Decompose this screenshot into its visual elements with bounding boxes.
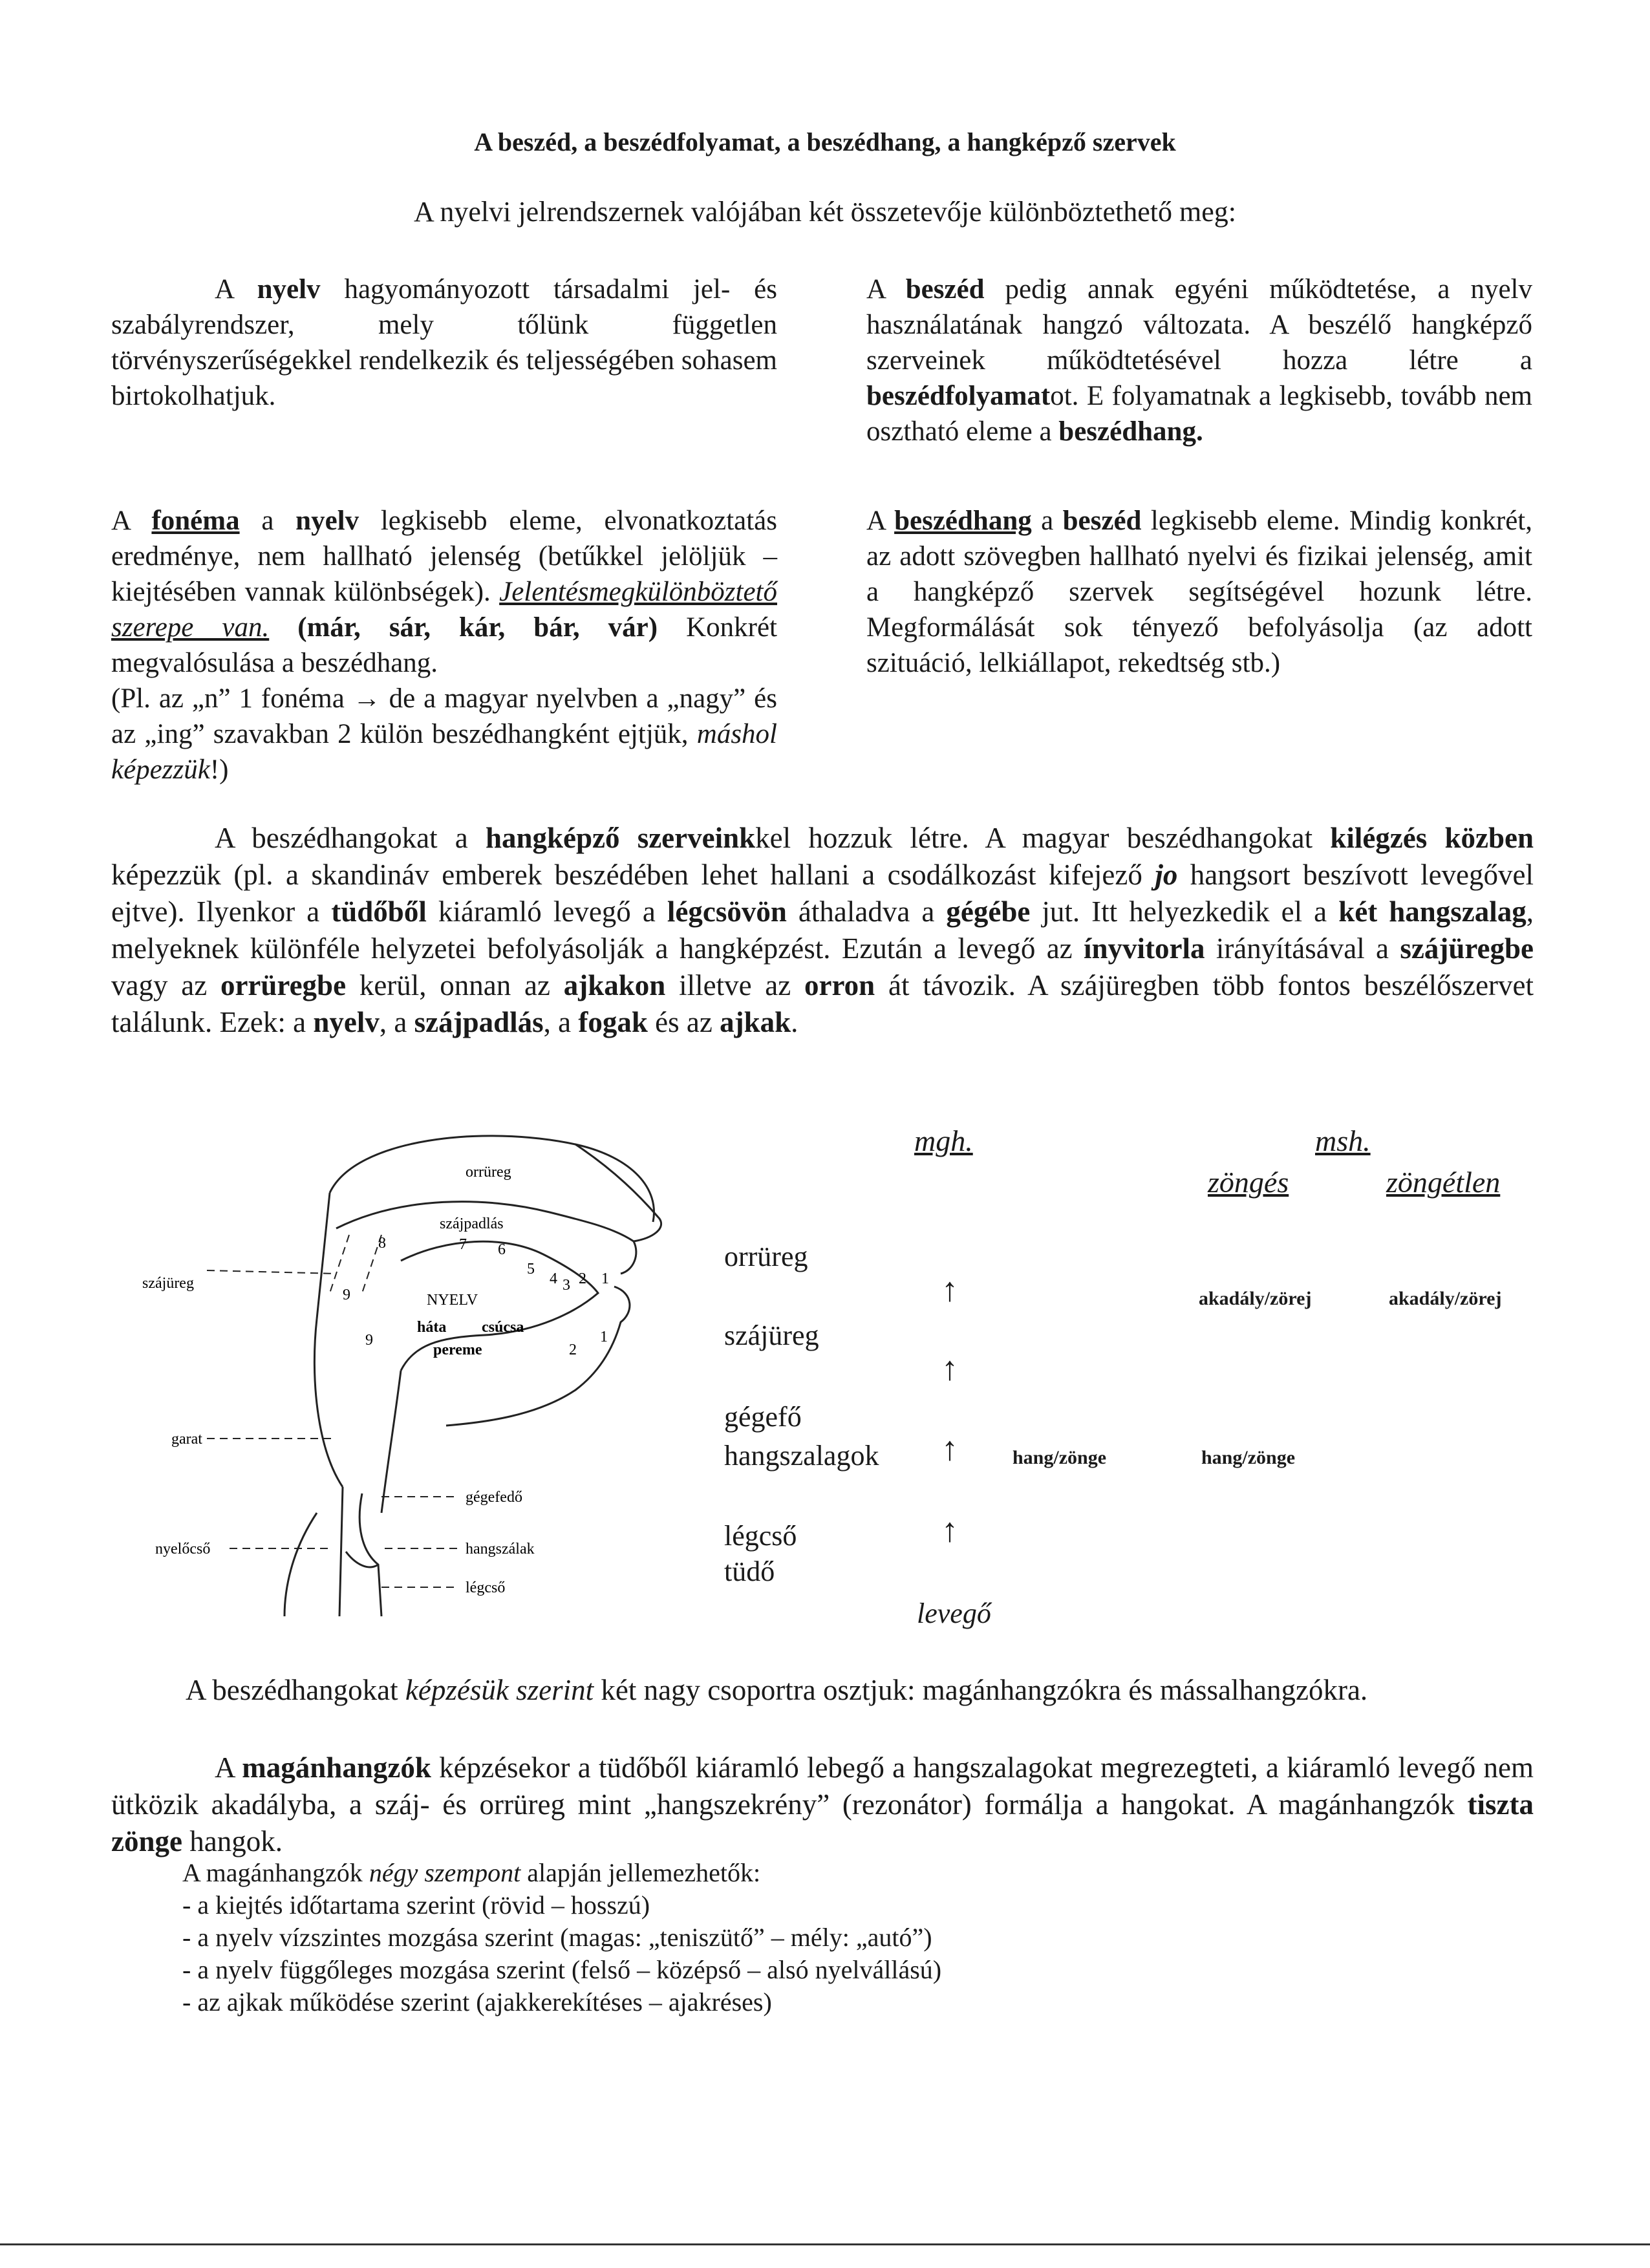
text: legkisebb eleme, elvonatkoztatás eredménye, nem hallható jelenség (betűkkel jelöljük – kiejtésében vannak különbségek). xyxy=(111,506,777,607)
text: Konkrét megvalósulása a beszédhang. xyxy=(111,612,777,678)
text: , a xyxy=(379,1006,414,1038)
text: hangok. xyxy=(182,1825,283,1857)
num-label: 7 xyxy=(459,1236,467,1253)
fonema-example xyxy=(111,681,777,787)
bold-term: légcsövön xyxy=(667,895,787,928)
cell-hang-mgh: hang/zönge xyxy=(1012,1447,1107,1468)
cell-hang-zonges: hang/zönge xyxy=(1201,1447,1296,1468)
beszedhang-definition xyxy=(866,503,1532,681)
term-beszed: beszéd xyxy=(905,274,985,305)
bold-term: gégébe xyxy=(946,895,1031,928)
label-nyelv: NYELV xyxy=(427,1292,478,1309)
up-arrow-icon: ↑ xyxy=(941,1272,958,1309)
label-levego: levegő xyxy=(917,1598,991,1629)
bold-term: ajkakon xyxy=(563,969,666,1001)
text: vagy az xyxy=(111,969,220,1001)
label-garat: garat xyxy=(171,1431,202,1448)
list-item: - a nyelv vízszintes mozgása szerint (magas: „teniszütő” – mély: „autó”) xyxy=(182,1923,932,1952)
bold-term: orrüregbe xyxy=(220,969,347,1001)
list-item: - a nyelv függőleges mozgása szerint (felső – középső – alsó nyelvállású) xyxy=(182,1955,942,1984)
italic-note: máshol képezzük xyxy=(111,719,777,785)
text: és az xyxy=(647,1006,720,1038)
text: A xyxy=(215,274,257,305)
text: képzésekor a tüdőből kiáramló lebegő a hangszalagokat megrezegteti, a kiáramló levegő nem ütközik akadályba, a száj- és orrüreg mint „hangszekrény” (rezonátor) formálja a hangokat. A magánhangzók xyxy=(111,1751,1534,1821)
text: A xyxy=(866,506,895,536)
bold-term: két hangszalag xyxy=(1338,895,1527,928)
term-nyelv: nyelv xyxy=(295,506,359,536)
bold-term: ajkak xyxy=(720,1006,791,1038)
hangkepzes-paragraph xyxy=(111,820,1534,1041)
fonema-definition xyxy=(111,503,777,681)
cell-akadaly-zonges: akadály/zörej xyxy=(1199,1288,1312,1309)
text: A xyxy=(866,274,906,305)
header-zonges: zöngés xyxy=(1208,1166,1289,1199)
bold-term: magánhangzók xyxy=(242,1751,431,1784)
text: . xyxy=(791,1006,798,1038)
list-item: - az ajkak működése szerint (ajakkerekítéses – ajakréses) xyxy=(182,1987,772,2017)
paragraph-text xyxy=(111,1672,1534,1709)
nyelv-definition xyxy=(111,272,777,414)
csoportok-paragraph xyxy=(111,1672,1534,1709)
right-column xyxy=(866,272,1532,449)
text: hagyományozott társadalmi jel- és szabályrendszer, mely tőlünk független törvényszerűségekkel rendelkezik és teljességében sohasem birtokolhatjuk. xyxy=(111,274,777,411)
term-nyelv: nyelv xyxy=(257,274,321,305)
bold-term: hangképző szerveink xyxy=(485,822,756,854)
list-intro xyxy=(182,1857,1475,1889)
label-orrureg: orrüreg xyxy=(466,1164,511,1181)
up-arrow-icon: ↑ xyxy=(941,1351,958,1387)
page-title: A beszéd, a beszédfolyamat, a beszédhang, a hangképző szervek xyxy=(474,127,1176,156)
text: két nagy csoportra osztjuk: magánhangzókra és mássalhangzókra. xyxy=(594,1674,1368,1706)
text: irányításával a xyxy=(1205,932,1400,965)
text: hangsort beszívott levegővel ejtve). Ilyenkor a xyxy=(111,859,1534,928)
up-arrow-icon: ↑ xyxy=(941,1431,958,1468)
text: jut. Itt helyezkedik el a xyxy=(1030,895,1339,928)
term-beszedfolyamat: beszédfolyamat xyxy=(866,381,1051,411)
text: !) xyxy=(209,754,229,785)
szempontok-list xyxy=(182,1857,1475,2018)
num-label: 3 xyxy=(562,1277,570,1294)
text: kiáramló levegő a xyxy=(426,895,667,928)
italic-note: négy szempont xyxy=(369,1858,521,1887)
label-szajpadlas: szájpadlás xyxy=(440,1215,504,1232)
text: , melyeknek különféle helyzetei befolyásolják a hangképzést. Ezután a levegő az xyxy=(111,895,1534,965)
term-beszedhang: beszédhang xyxy=(894,506,1032,536)
term-beszedhang: beszédhang. xyxy=(1058,416,1203,447)
label-hata: háta xyxy=(417,1319,447,1336)
text: a xyxy=(239,506,296,536)
italic-note: képzésük szerint xyxy=(405,1674,594,1706)
text: A beszédhangokat a xyxy=(215,822,486,854)
leader-lines xyxy=(207,1235,459,1587)
row-legcso: légcső xyxy=(724,1520,797,1552)
label-gegefedo: gégefedő xyxy=(466,1489,522,1506)
text: kerül, onnan az xyxy=(346,969,564,1001)
intro-line: A nyelvi jelrendszernek valójában két összetevője különböztethető meg: xyxy=(414,196,1236,228)
text: (Pl. az „n” 1 fonéma → de a magyar nyelvben a „nagy” és az „ing” szavakban 2 külön beszédhangként ejtjük, xyxy=(111,683,777,749)
bold-term: ínyvitorla xyxy=(1083,932,1205,965)
beszedhang-block xyxy=(866,503,1532,681)
label-szajureg: szájüreg xyxy=(142,1275,194,1292)
header-msh: msh. xyxy=(1315,1124,1371,1157)
term-beszed: beszéd xyxy=(1062,506,1142,536)
beszed-definition xyxy=(866,272,1532,449)
header-zongetlen: zöngétlen xyxy=(1386,1166,1501,1199)
text: A beszédhangokat xyxy=(186,1674,405,1706)
left-column xyxy=(111,272,777,414)
italic-note: Jelentésmegkülönböztető szerepe van. xyxy=(111,577,777,643)
text: A xyxy=(111,506,152,536)
num-label: 8 xyxy=(378,1235,386,1252)
text: képezzük (pl. a skandináv emberek beszédében lehet hallani a csodálkozást kifejező xyxy=(111,859,1155,891)
num-label: 1 xyxy=(600,1329,608,1345)
row-szajureg: szájüreg xyxy=(724,1320,819,1351)
text: át távozik. A szájüregben több fontos beszélőszervet találunk. Ezek: a xyxy=(111,969,1534,1038)
label-nyelocso: nyelőcső xyxy=(155,1541,211,1557)
bold-term: szájpadlás xyxy=(414,1006,544,1038)
label-pereme: pereme xyxy=(433,1342,482,1358)
label-csucsa: csúcsa xyxy=(482,1319,524,1336)
bold-term: szájüregbe xyxy=(1400,932,1534,965)
bold-term: tüdőből xyxy=(331,895,427,928)
num-label: 4 xyxy=(550,1270,557,1287)
bold-term: orron xyxy=(804,969,875,1001)
paragraph-text xyxy=(111,1749,1534,1860)
label-legcso: légcső xyxy=(466,1579,506,1596)
fonema-block xyxy=(111,503,777,787)
text: legkisebb eleme. Mindig konkrét, az adott szövegben hallható nyelvi és fizikai jelenség, amit a hangképző szervek segítségével hozunk létre. Megformálását sok tényező befolyásolja (az adott szituáció, lelkiállapot, rekedtség stb.) xyxy=(866,506,1532,678)
text: ot. E folyamatnak a legkisebb, tovább nem osztható eleme a xyxy=(866,381,1532,447)
num-label: 9 xyxy=(365,1332,373,1349)
text: A magánhangzók xyxy=(182,1858,369,1887)
bold-term: kilégzés közben xyxy=(1330,822,1534,854)
text: , a xyxy=(543,1006,579,1038)
cell-akadaly-zongetlen: akadály/zörej xyxy=(1389,1288,1502,1309)
bottom-rule xyxy=(0,2243,1650,2245)
bold-term: jo xyxy=(1155,859,1178,891)
num-label: 6 xyxy=(498,1241,506,1258)
example-words: (már, sár, kár, bár, vár) xyxy=(269,612,658,643)
bold-term: fogak xyxy=(578,1006,648,1038)
list-item: - a kiejtés időtartama szerint (rövid – hosszú) xyxy=(182,1890,650,1920)
vocal-organs-diagram xyxy=(123,1099,705,1629)
num-label: 2 xyxy=(579,1270,586,1287)
num-label: 1 xyxy=(601,1270,609,1287)
label-hangszalak: hangszálak xyxy=(466,1541,535,1557)
text: A xyxy=(215,1751,242,1784)
text: illetve az xyxy=(665,969,805,1001)
text: kel hozzuk létre. A magyar beszédhangokat xyxy=(755,822,1331,854)
up-arrow-icon: ↑ xyxy=(941,1512,958,1549)
header-mgh: mgh. xyxy=(914,1124,973,1157)
row-gegefo: gégefő xyxy=(724,1401,802,1433)
text: pedig annak egyéni működtetése, a nyelv használatának hangzó változata. A beszélő hangképző szerveinek működtetésével hozza létre a xyxy=(866,274,1532,376)
paragraph-text xyxy=(111,820,1534,1041)
row-tudo: tüdő xyxy=(724,1556,775,1587)
text: a xyxy=(1031,506,1063,536)
text: áthaladva a xyxy=(786,895,947,928)
num-label: 2 xyxy=(569,1342,577,1358)
text: alapján jellemezhetők: xyxy=(520,1858,761,1887)
term-fonema: fonéma xyxy=(151,506,240,536)
num-label: 9 xyxy=(343,1287,350,1303)
row-hangszalagok: hangszalagok xyxy=(724,1440,879,1471)
bold-term: tiszta zönge xyxy=(111,1788,1534,1857)
num-label: 5 xyxy=(527,1261,535,1278)
bold-term: nyelv xyxy=(313,1006,380,1038)
maganhangzok-paragraph xyxy=(111,1749,1534,1860)
row-orrureg: orrüreg xyxy=(724,1241,808,1272)
